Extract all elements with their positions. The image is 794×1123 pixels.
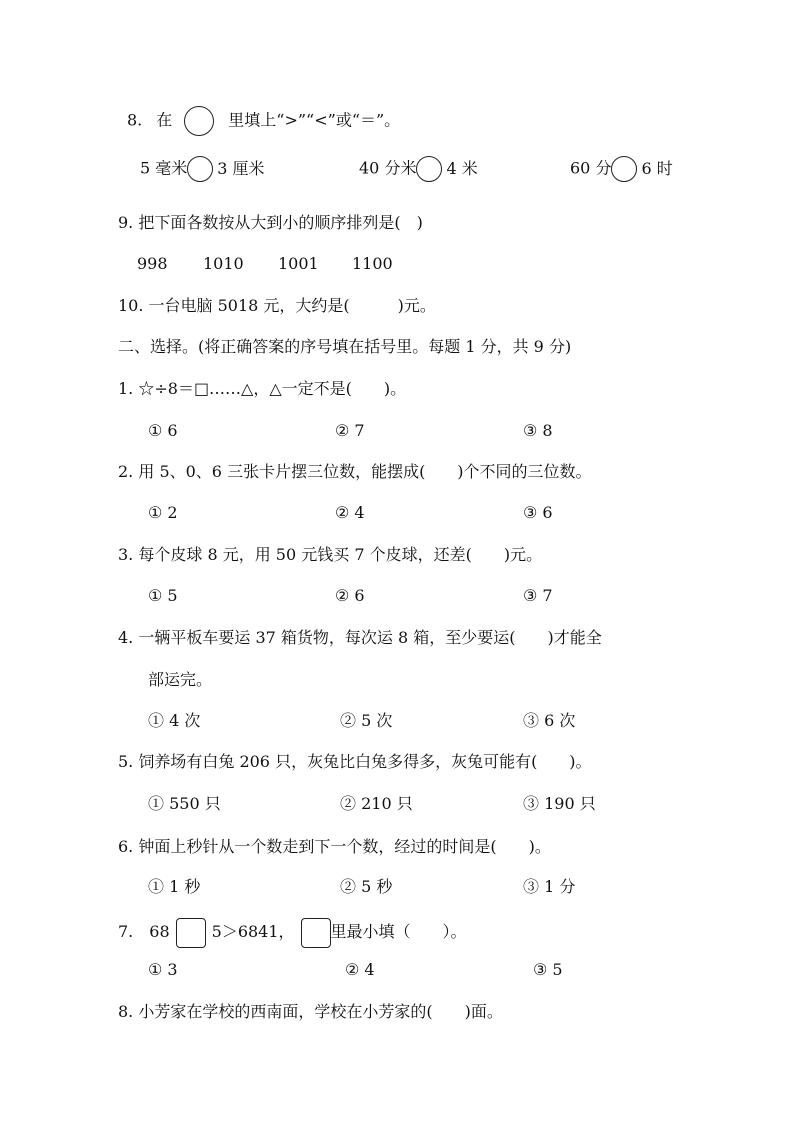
option-a[interactable]: ① 5 [148, 586, 178, 605]
option-c[interactable]: ③ 8 [523, 421, 553, 440]
compare-circle-answer[interactable] [416, 156, 442, 182]
q9-number: 1100 [352, 254, 393, 273]
compare-circle-example [184, 106, 214, 136]
option-b[interactable]: ② 6 [335, 586, 365, 605]
option-b[interactable]: ② 5 秒 [340, 877, 393, 896]
digit-box[interactable] [301, 918, 331, 948]
compare-left: 5 毫米 [140, 158, 188, 178]
digit-box[interactable] [176, 918, 206, 948]
option-a[interactable]: ① 1 秒 [148, 877, 201, 896]
question-text-cont: 部运完。 [148, 670, 213, 689]
option-b[interactable]: ② 7 [335, 421, 365, 440]
compare-right: 3 厘米 [217, 158, 265, 178]
q8-post-text: 里填上“>”“<”或“＝”。 [228, 110, 401, 130]
q9-number: 1001 [278, 254, 319, 273]
question-text: 6. 钟面上秒针从一个数走到下一个数，经过的时间是( )。 [118, 837, 551, 856]
question-text: 8. 小芳家在学校的西南面，学校在小芳家的( )面。 [118, 1002, 503, 1021]
question-text: 3. 每个皮球 8 元，用 50 元钱买 7 个皮球，还差( )元。 [118, 545, 543, 564]
option-b[interactable]: ② 4 [345, 960, 375, 979]
compare-circle-answer[interactable] [611, 156, 637, 182]
option-c[interactable]: ③ 7 [523, 586, 553, 605]
option-a[interactable]: ① 4 次 [148, 711, 201, 730]
option-c[interactable]: ③ 1 分 [523, 877, 576, 896]
question-text [118, 917, 467, 948]
q7-part-a: 7. 68 [118, 922, 170, 941]
q8-header [127, 106, 400, 136]
option-b[interactable]: ② 5 次 [340, 711, 393, 730]
section-title: 二、选择。(将正确答案的序号填在括号里。每题 1 分，共 9 分) [118, 337, 572, 356]
question-text: 4. 一辆平板车要运 37 箱货物，每次运 8 箱，至少要运( )才能全 [118, 628, 602, 647]
q10-text: 10. 一台电脑 5018 元，大约是( )元。 [118, 296, 436, 315]
option-c[interactable]: ③ 5 [533, 960, 563, 979]
question-text: 1. ☆÷8＝□……△，△一定不是( )。 [118, 379, 407, 398]
q7-part-c: 里最小填（ ）。 [330, 922, 467, 941]
option-b[interactable]: ② 4 [335, 503, 365, 522]
q9-text: 9. 把下面各数按从大到小的顺序排列是( ) [118, 213, 423, 232]
compare-left: 40 分米 [359, 158, 417, 178]
option-c[interactable]: ③ 6 [523, 503, 553, 522]
compare-right: 6 时 [641, 158, 673, 178]
option-a[interactable]: ① 6 [148, 421, 178, 440]
compare-circle-answer[interactable] [187, 156, 213, 182]
option-a[interactable]: ① 3 [148, 960, 178, 979]
question-text: 5. 饲养场有白兔 206 只，灰兔比白兔多得多，灰兔可能有( )。 [118, 752, 592, 771]
question-text: 2. 用 5、0、6 三张卡片摆三位数，能摆成( )个不同的三位数。 [118, 462, 592, 481]
q8-pre-text: 在 [156, 110, 173, 130]
q7-part-b: 5＞6841， [211, 922, 295, 941]
compare-left: 60 分 [570, 158, 612, 178]
option-c[interactable]: ③ 190 只 [523, 794, 596, 813]
q8-number: 8. [127, 110, 143, 130]
q9-number: 1010 [203, 254, 244, 273]
compare-right: 4 米 [446, 158, 478, 178]
q9-number: 998 [137, 254, 168, 273]
option-b[interactable]: ② 210 只 [340, 794, 413, 813]
option-a[interactable]: ① 550 只 [148, 794, 221, 813]
option-a[interactable]: ① 2 [148, 503, 178, 522]
option-c[interactable]: ③ 6 次 [523, 711, 576, 730]
